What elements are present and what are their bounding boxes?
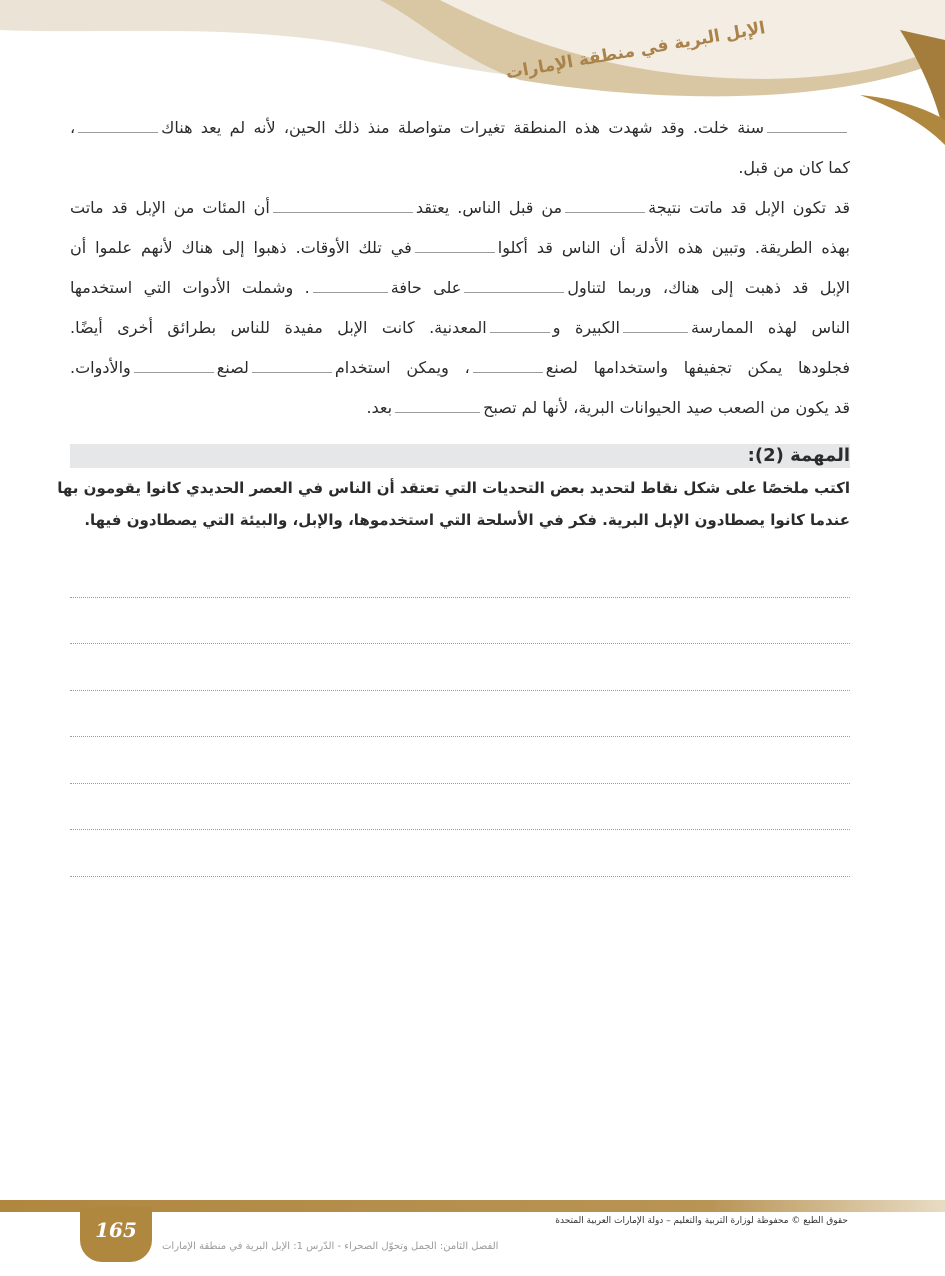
paragraph-line-1: سنة خلت. وقد شهدت هذه المنطقة تغيرات متواصلة منذ ذلك الحين، لأنه لم يعد هناك،: [70, 108, 850, 148]
answer-line[interactable]: [70, 830, 850, 877]
fill-blank[interactable]: [490, 316, 550, 333]
unit-title: الإبل البرية في منطقة الإمارات: [504, 18, 767, 84]
answer-line[interactable]: [70, 784, 850, 831]
paragraph-line-7: فجلودها يمكن تجفيفها واستخدامها لصنع، ويمكن استخداملصنعوالأدوات.: [70, 358, 850, 377]
task-line-1: اكتب ملخصًا على شكل نقاط لتحديد بعض التحديات التي تعتقد أن الناس في العصر الحديدي كانوا يقومون بها: [57, 479, 850, 497]
breadcrumb: الفصل الثامن: الجمل وتحوّل الصحراء - الدّرس 1: الإبل البرية في منطقة الإمارات: [162, 1241, 499, 1252]
answer-line[interactable]: [70, 737, 850, 784]
fill-blank[interactable]: [395, 396, 480, 413]
page-number: 165: [95, 1218, 137, 1242]
paragraph-line-8: قد يكون من الصعب صيد الحيوانات البرية، لأنها لم تصبحبعد.: [366, 398, 850, 417]
answer-line[interactable]: [70, 644, 850, 691]
copyright-notice: حقوق الطبع © محفوظة لوزارة التربية والتعليم – دولة الإمارات العربية المتحدة: [555, 1216, 848, 1226]
answer-line[interactable]: [70, 598, 850, 645]
fill-blank[interactable]: [78, 116, 158, 133]
fill-blank[interactable]: [313, 276, 388, 293]
fill-blank[interactable]: [565, 196, 645, 213]
answer-line[interactable]: [70, 551, 850, 598]
fill-blank[interactable]: [273, 196, 413, 213]
paragraph-line-2: كما كان من قبل.: [738, 158, 850, 177]
answer-line[interactable]: [70, 691, 850, 738]
paragraph-line-4: بهذه الطريقة. وتبين هذه الأدلة أن الناس قد أكلوافي تلك الأوقات. ذهبوا إلى هناك لأنهم علموا أن: [70, 238, 850, 257]
fill-blank[interactable]: [767, 116, 847, 133]
fill-blank[interactable]: [415, 236, 495, 253]
paragraph-line-6: الناس لهذه الممارسةالكبيرة والمعدنية. كانت الإبل مفيدة للناس بطرائق أخرى أيضًا.: [70, 318, 851, 337]
task-instructions: [57, 472, 850, 536]
fill-blank[interactable]: [252, 356, 332, 373]
paragraph-line-5: الإبل قد ذهبت إلى هناك، وربما لتناولعلى حافة. وشملت الأدوات التي استخدمها: [70, 278, 850, 297]
task-heading: المهمة (2):: [70, 444, 850, 468]
fill-blank[interactable]: [464, 276, 564, 293]
worksheet-content: [57, 108, 851, 877]
fill-blank[interactable]: [473, 356, 543, 373]
fill-blank[interactable]: [623, 316, 688, 333]
task-line-2: عندما كانوا يصطادون الإبل البرية. فكر في الأسلحة التي استخدموها، والإبل، والبيئة التي يصطادون فيها.: [84, 511, 850, 529]
paragraph-line-3: قد تكون الإبل قد ماتت نتيجةمن قبل الناس. يعتقدأن المئات من الإبل قد ماتت: [70, 198, 851, 217]
fill-blank[interactable]: [134, 356, 214, 373]
answer-lines: [70, 551, 850, 877]
